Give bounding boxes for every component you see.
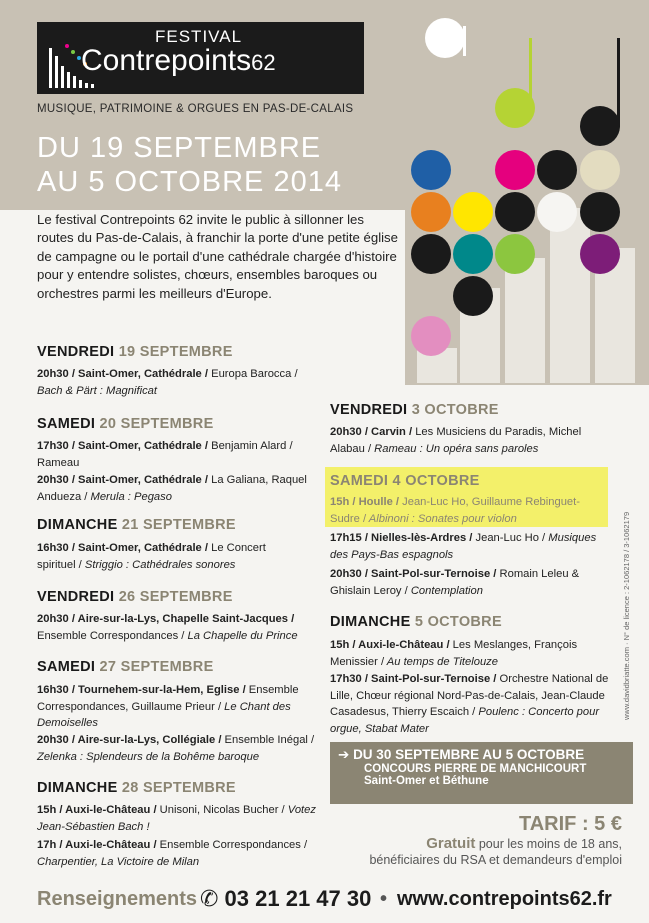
day-heading: DIMANCHE 28 SEPTEMBRE bbox=[37, 780, 236, 796]
arrow-right-icon: ➔ bbox=[338, 747, 354, 762]
bullet-separator: • bbox=[380, 888, 388, 910]
phone-icon: ✆ bbox=[200, 886, 225, 911]
subtitle: MUSIQUE, PATRIMOINE & ORGUES EN PAS-DE-CALAIS bbox=[37, 103, 354, 115]
event: 16h30 / Tournehem-sur-la-Hem, Eglise / Ensemble Correspondances, Guillaume Prieur / Le Chant des Demoiselles bbox=[37, 684, 299, 729]
event: 17h30 / Saint-Omer, Cathédrale / Benjamin Alard / Rameau bbox=[37, 440, 293, 469]
event: 17h30 / Saint-Pol-sur-Ternoise / Orchestre National de Lille, Chœur régional Nord-Pas-de-Calais, Jean-Claude Casadesus, Thierry Escaich / Poulenc : Concerto pour orgue, Stabat Mater bbox=[330, 673, 609, 735]
event: 17h15 / Nielles-lès-Ardres / Jean-Luc Ho / Musiques des Pays-Bas espagnols bbox=[330, 532, 597, 561]
event: 15h / Auxi-le-Château / Unisoni, Nicolas Bucher / Votez Jean-Sébastien Bach ! bbox=[37, 804, 316, 833]
day-heading: VENDREDI 19 SEPTEMBRE bbox=[37, 344, 233, 360]
logo-name: Contrepoints62 bbox=[81, 44, 276, 77]
free-admission-note: Gratuit pour les moins de 18 ans, bénéficiaires du RSA et demandeurs d'emploi bbox=[369, 835, 622, 867]
side-credit: www.davidbriatte.com · N° de licence : 2-1062178 / 3-1062179 bbox=[622, 511, 631, 720]
event: 17h / Auxi-le-Château / Ensemble Correspondances / Charpentier, La Victoire de Milan bbox=[37, 839, 308, 868]
event: 20h30 / Saint-Pol-sur-Ternoise / Romain Leleu & Ghislain Leroy / Contemplation bbox=[330, 568, 580, 597]
info-label: Renseignements bbox=[37, 888, 198, 910]
banner-line-1: ➔ DU 30 SEPTEMBRE AU 5 OCTOBRE bbox=[338, 747, 585, 762]
day-heading: SAMEDI 4 OCTOBRE bbox=[330, 473, 480, 489]
event: 20h30 / Aire-sur-la-Lys, Chapelle Saint-Jacques / Ensemble Correspondances / La Chapelle du Prince bbox=[37, 613, 298, 642]
website-link[interactable]: www.contrepoints62.fr bbox=[397, 888, 612, 910]
music-notes-illustration bbox=[405, 18, 645, 383]
day-heading: DIMANCHE 5 OCTOBRE bbox=[330, 614, 502, 630]
banner-line-2: CONCOURS PIERRE DE MANCHICOURT bbox=[364, 763, 587, 775]
competition-banner bbox=[330, 742, 633, 804]
day-heading: DIMANCHE 21 SEPTEMBRE bbox=[37, 517, 236, 533]
day-heading: SAMEDI 27 SEPTEMBRE bbox=[37, 659, 214, 675]
day-heading: VENDREDI 26 SEPTEMBRE bbox=[37, 589, 233, 605]
day-heading: SAMEDI 20 SEPTEMBRE bbox=[37, 416, 214, 432]
dates-line-1: DU 19 SEPTEMBRE bbox=[37, 132, 322, 164]
intro-paragraph: Le festival Contrepoints 62 invite le public à sillonner les routes du Pas-de-Calais, à franchir la porte d'une petite église de campagne ou le portail d'une cathédrale chargée d'histoire pour y entendre solistes, chœurs, ensembles baroques ou orchestres parmi les meilleurs d'Europe. bbox=[37, 212, 398, 301]
festival-logo bbox=[37, 22, 364, 94]
event: 20h30 / Aire-sur-la-Lys, Collégiale / Ensemble Inégal / Zelenka : Splendeurs de la Bohême baroque bbox=[37, 734, 315, 763]
event: 20h30 / Saint-Omer, Cathédrale / Europa Barocca / Bach & Pärt : Magnificat bbox=[37, 368, 298, 397]
logo-festival-text: FESTIVAL bbox=[155, 27, 243, 46]
event: 20h30 / Carvin / Les Musiciens du Paradis, Michel Alabau / Rameau : Un opéra sans paroles bbox=[330, 426, 582, 455]
day-heading: VENDREDI 3 OCTOBRE bbox=[330, 402, 499, 418]
event: 15h / Houlle / Jean-Luc Ho, Guillaume Rebinguet-Sudre / Albinoni : Sonates pour violon bbox=[330, 496, 580, 525]
event: 16h30 / Saint-Omer, Cathédrale / Le Concert spirituel / Striggio : Cathédrales sonores bbox=[37, 542, 266, 571]
event: 20h30 / Saint-Omer, Cathédrale / La Galiana, Raquel Andueza / Merula : Pegaso bbox=[37, 474, 307, 503]
dates-line-2: AU 5 OCTOBRE 2014 bbox=[37, 166, 342, 198]
banner-line-3: Saint-Omer et Béthune bbox=[364, 775, 489, 787]
price: TARIF : 5 € bbox=[519, 813, 622, 835]
event: 15h / Auxi-le-Château / Les Meslanges, François Menissier / Au temps de Titelouze bbox=[330, 639, 578, 668]
phone-number[interactable]: ✆ 03 21 21 47 30 bbox=[200, 886, 372, 911]
